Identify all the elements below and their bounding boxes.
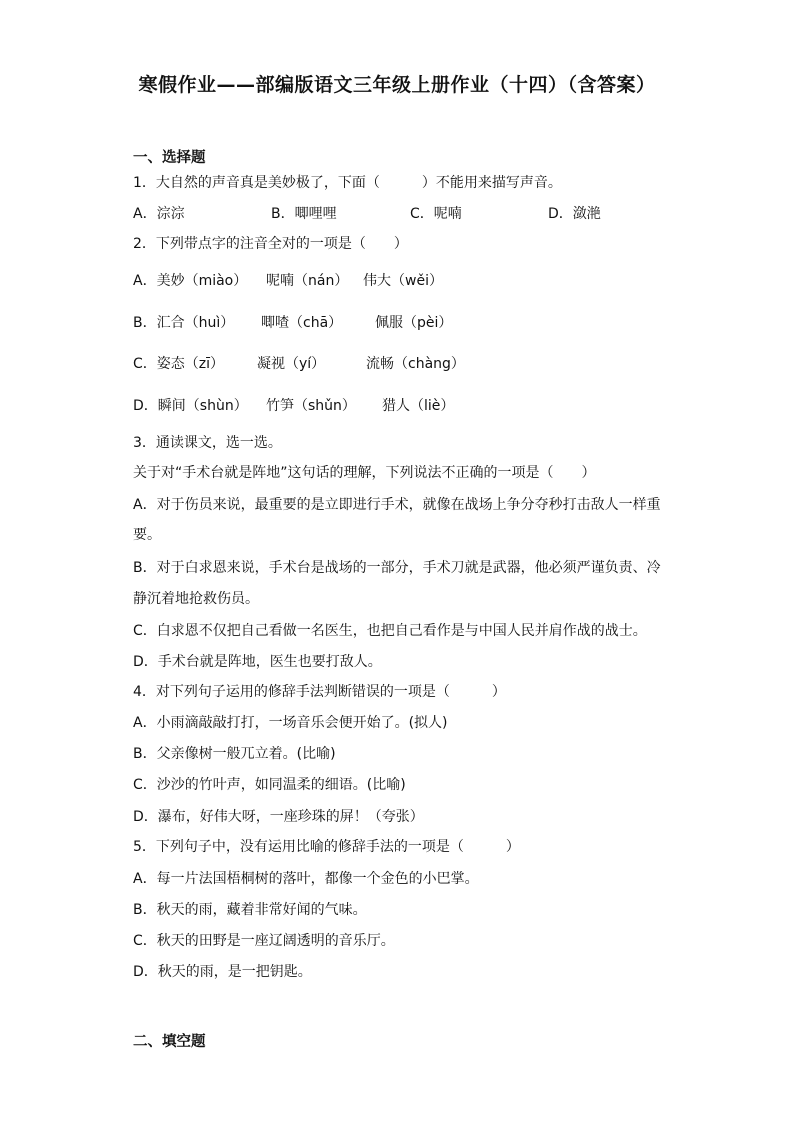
question-3-subquestion: 关于对“手术台就是阵地”这句话的理解，下列说法不正确的一项是（ ） — [133, 465, 596, 481]
question-5-stem: 5．下列句子中，没有运用比喻的修辞手法的一项是（ ） — [133, 839, 520, 855]
q1-option-a: A．淙淙 — [133, 206, 185, 222]
q4-option-c: C．沙沙的竹叶声，如同温柔的细语。(比喻) — [133, 777, 406, 793]
q2-option-d-2: 竹笋（shǔn） — [266, 398, 356, 414]
q4-option-a: A．小雨滴敲敲打打，一场音乐会便开始了。(拟人) — [133, 715, 448, 731]
q1-option-b: B．唧哩哩 — [271, 206, 337, 222]
q4-option-d: D．瀑布，好伟大呀，一座珍珠的屏！（夸张） — [133, 809, 424, 825]
q3-option-d: D．手术台就是阵地，医生也要打敌人。 — [133, 654, 382, 670]
q5-option-b: B．秋天的雨，藏着非常好闻的气味。 — [133, 902, 367, 918]
q3-option-a-line1: A．对于伤员来说，最重要的是立即进行手术，就像在战场上争分夺秒打击敌人一样重 — [133, 497, 661, 513]
q2-option-a-1: A．美妙（miào） — [133, 273, 248, 289]
question-2-stem: 2．下列带点字的注音全对的一项是（ ） — [133, 236, 408, 252]
q4-option-b: B．父亲像树一般兀立着。(比喻) — [133, 746, 336, 762]
q2-option-c-1: C．姿态（zī） — [133, 356, 225, 372]
q1-option-c: C．呢喃 — [410, 206, 462, 222]
question-4-stem: 4．对下列句子运用的修辞手法判断错误的一项是（ ） — [133, 684, 506, 700]
q2-option-c-3: 流畅（chàng） — [366, 356, 465, 372]
q2-option-c-2: 凝视（yí） — [257, 356, 326, 372]
page-title: 寒假作业——部编版语文三年级上册作业（十四）（含答案） — [138, 74, 656, 96]
q3-option-b-line2: 静沉着地抢救伤员。 — [133, 591, 259, 607]
section-heading-fill-blank: 二、填空题 — [133, 1034, 206, 1050]
q1-option-d: D．潋滟 — [548, 206, 601, 222]
q5-option-c: C．秋天的田野是一座辽阔透明的音乐厅。 — [133, 933, 395, 949]
q5-option-d: D．秋天的雨，是一把钥匙。 — [133, 964, 312, 980]
section-heading-choice: 一、选择题 — [133, 150, 206, 166]
q2-option-b-3: 佩服（pèi） — [375, 315, 453, 331]
q2-option-a-2: 呢喃（nán） — [266, 273, 349, 289]
q2-option-d-3: 猎人（liè） — [382, 398, 455, 414]
q3-option-b-line1: B．对于白求恩来说，手术台是战场的一部分，手术刀就是武器，他必须严谨负责、冷 — [133, 560, 661, 576]
q5-option-a: A．每一片法国梧桐树的落叶，都像一个金色的小巴掌。 — [133, 871, 479, 887]
q2-option-d-1: D．瞬间（shùn） — [133, 398, 248, 414]
q2-option-b-1: B．汇合（huì） — [133, 315, 235, 331]
q3-option-c: C．白求恩不仅把自己看做一名医生，也把自己看作是与中国人民并肩作战的战士。 — [133, 623, 647, 639]
q2-option-b-2: 唧喳（chā） — [261, 315, 343, 331]
q3-option-a-line2: 要。 — [133, 527, 161, 543]
question-3-stem: 3．通读课文，选一选。 — [133, 435, 282, 451]
question-1-stem: 1．大自然的声音真是美妙极了，下面（ ）不能用来描写声音。 — [133, 175, 562, 191]
q2-option-a-3: 伟大（wěi） — [363, 273, 443, 289]
